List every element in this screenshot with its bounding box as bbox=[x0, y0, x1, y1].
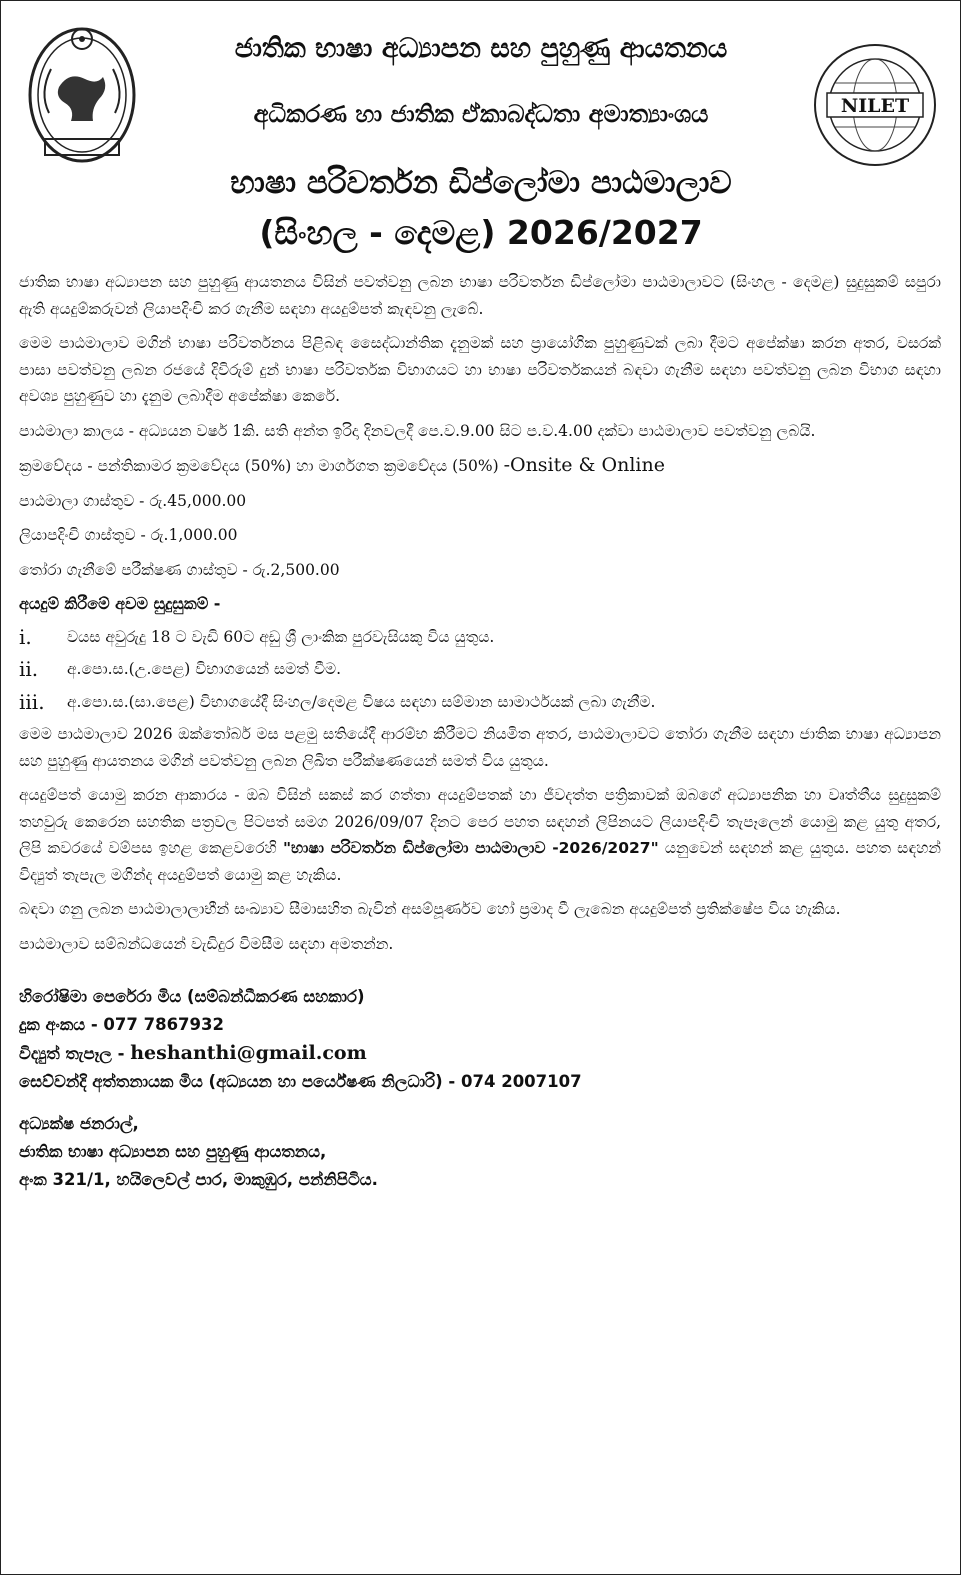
method-text: ක්‍රමවේදය - පන්තිකාමර ක්‍රමවේදය (50%) හා මාර්ගගත ක්‍රමවේදය (50%) bbox=[19, 457, 499, 475]
duration-paragraph: පාඨමාලා කාලය - අධ්‍යයන වර්ෂ 1කි. සති අන්ත ඉරිදා දිනවලදී පෙ.ව.9.00 සිට ප.ව.4.00 දක්වා පාඨමාලාව පවත්වනු ලබයි. bbox=[19, 421, 816, 440]
method-line bbox=[19, 452, 941, 480]
requirement-number: ii. bbox=[19, 657, 39, 681]
registration-fee: ලියාපදිංචි ගාස්තුව - රු.1,000.00 bbox=[19, 526, 238, 544]
method-mode: -Onsite & Online bbox=[503, 454, 665, 476]
phone-line: දුක අංකය - 077 7867932 bbox=[19, 1015, 224, 1034]
submission-paragraph bbox=[19, 782, 941, 888]
notice-body bbox=[19, 269, 941, 1194]
contact-block bbox=[19, 983, 941, 1096]
envelope-label: "භාෂා පරිවර්තන ඩිප්ලෝමා පාඨමාලාව -2026/2027" bbox=[282, 839, 659, 857]
requirement-text: අ.පො.ස.(සා.පෙළ) විභාගයේදී සිංහල/දෙමළ විෂය සඳහා සම්මාන සාමාර්ථයක් ලබා ගැනීම. bbox=[67, 692, 656, 711]
address-line-1: අධ්‍යක්ෂ ජනරාල්, bbox=[19, 1114, 139, 1133]
email-label: විද්‍යුත් තැපෑල - bbox=[19, 1044, 131, 1063]
submission-text-end: යනුවෙන් සඳහන් කළ යුතුය. පහත සඳහන් විද්‍යුත් තැපැල මගින්ද අයදුම්පත් යොමු කළ හැකිය. bbox=[19, 839, 941, 884]
course-subtitle: (සිංහල - දෙමළ) 2026/2027 bbox=[259, 213, 703, 252]
requirement-number: iii. bbox=[19, 689, 45, 714]
nilet-logo-text: NILET bbox=[840, 95, 910, 117]
ministry-name: අධිකරණ හා ජාතික ඒකාබද්ධතා අමාත්‍යාංශය bbox=[253, 100, 709, 128]
address-block bbox=[19, 1110, 941, 1194]
requirement-item bbox=[19, 689, 941, 716]
selection-paragraph: මෙම පාඨමාලාව 2026 ඔක්තෝබර් මස පළමු සතියේදී ආරම්භ කිරීමට නියමිත අතර, පාඨමාලාවට තෝරා ගැනීම සඳහා ජාතික භාෂා අධ්‍යාපන සහ පුහුණු ආයතනය මගින් පවත්වනු ලබන ලිඛිත පරීක්ෂණයෙන් සමත් විය යුතුය. bbox=[19, 725, 941, 770]
requirement-item bbox=[19, 656, 941, 683]
email-line bbox=[19, 1039, 941, 1068]
limit-paragraph: බඳවා ගනු ලබන පාඨමාලාලාභීන් සංඛ්‍යාව සීමාසහිත බැවින් අසම්පූර්ණව හෝ ප්‍රමාද වී ලැබෙන අයදුම්පත් ප්‍රතික්ෂේප විය හැකිය. bbox=[19, 900, 841, 918]
requirements-heading: අයදුම් කිරීමේ අවම සුදුසුකම් - bbox=[19, 594, 221, 613]
exam-fee: තෝරා ගැනීමේ පරීක්ෂණ ගාස්තුව - රු.2,500.00 bbox=[19, 560, 340, 579]
inquiry-paragraph: පාඨමාලාව සම්බන්ධයෙන් වැඩිදුර විමසීම සඳහා අමතන්න. bbox=[19, 934, 394, 953]
requirement-text: වයස අවුරුදු 18 ට වැඩි 60ට අඩු ශ්‍රී ලාංකික පුරවැසියකු විය යුතුය. bbox=[67, 627, 495, 646]
nilet-logo bbox=[811, 41, 939, 169]
submission-text: අයදුම්පත් යොමු කරන ආකාරය - ඔබ විසින් සකස් කර ගත්තා අයදුම්පතක් හා ජීවදත්ත පත්‍රිකාවක් ඔබගේ අධ්‍යාපනික හා වෘත්තීය සුදුසුකම් තහවුරු කෙරෙන සහතික පත්‍රවල පිටපත් සමග 2026/09/07 දිනට පෙර පහත සඳහන් ලිපිනයට ලියාපදිංචි තැපෑලෙන් යොමු කළ යුතු අතර, ලිපි කවරයේ වම්පස ඉහළ කෙළවරෙහි bbox=[19, 786, 941, 857]
institute-name: ජාතික භාෂා අධ්‍යාපන සහ පුහුණු ආයතනය bbox=[234, 33, 728, 64]
intro-paragraph: ජාතික භාෂා අධ්‍යාපන සහ පුහුණු ආයතනය විසින් පවත්වනු ලබන භාෂා පරිවර්තන ඩිප්ලෝමා පාඨමාලාවට (සිංහල - දෙමළ) සුදුසුකම් සපුරා ඇති අයදුම්කරුවන් ලියාපදිංචි කර ගැනීම සඳහා අයදුම්පත් කැඳවනු ලැබේ. bbox=[19, 273, 941, 318]
coordinator-name: හිරෝෂිමා පෙරේරා මිය (සම්බන්ධීකරණ සහකාර) bbox=[19, 987, 365, 1006]
address-line-2: ජාතික භාෂා අධ්‍යාපන සහ පුහුණු ආයතනය, bbox=[19, 1142, 327, 1161]
objective-paragraph: මෙම පාඨමාලාව මගින් භාෂා පරිවර්තනය පිළිබඳ සෛද්ධාන්තික දැනුමක් සහ ප්‍රායෝගික පුහුණුවක් ලබා දීමට අපේක්ෂා කරන අතර, වසරක් පාසා පවත්වනු ලබන රජයේ දිවිරුම් දුන් භාෂා පරිවර්තක විභාගයට හා භාෂා පරිවර්තකයන් බඳවා ගැනීම සඳහා පවත්වනු ලබන විභාග සඳහා අවශ්‍ය පුහුණුව හා දැනුම ලබාදීම අපේක්ෂා කෙරේ. bbox=[19, 334, 941, 405]
requirement-item bbox=[19, 624, 941, 651]
address-line-3: අංක 321/1, හයිලෙවල් පාර, මාකුඹුර, පන්නිපිටිය. bbox=[19, 1170, 378, 1189]
course-title: භාෂා පරිවර්තන ඩිප්ලෝමා පාඨමාලාව bbox=[230, 165, 732, 201]
officer-line: සෙව්වන්දි අත්තනායක මිය (අධ්‍යයන හා පර්යේෂණ නිලධාරි) - 074 2007107 bbox=[19, 1072, 582, 1091]
sri-lanka-emblem-icon bbox=[23, 17, 141, 167]
email-address[interactable]: heshanthi@gmail.com bbox=[130, 1042, 367, 1064]
notice-header bbox=[1, 1, 961, 271]
requirement-number: i. bbox=[19, 624, 32, 649]
course-fee: පාඨමාලා ගාස්තුව - රු.45,000.00 bbox=[19, 491, 247, 510]
requirement-text: අ.පො.ස.(උ.පෙළ) විභාගයෙන් සමත් වීම. bbox=[67, 660, 342, 678]
